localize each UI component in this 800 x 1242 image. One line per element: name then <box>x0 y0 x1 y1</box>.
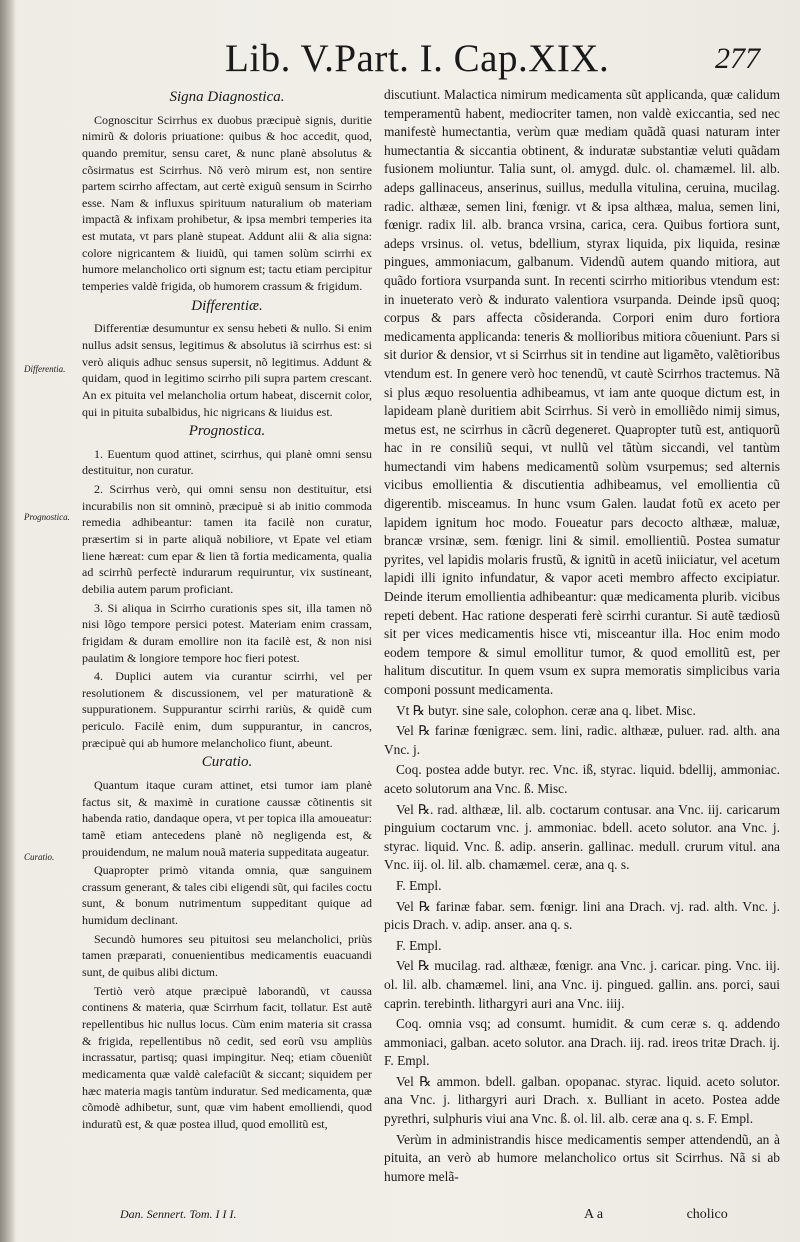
gutter-shadow <box>0 0 16 1242</box>
margin-note-curatio: Curatio. <box>24 852 55 862</box>
paragraph-differentiae: Differentiæ desumuntur ex sensu hebeti & nullo. Si enim nullus adsit sensus, legitimus & absolutus iã scirrhus est: si verò aliquis adhuc sensus supersit, nõ legitimus. Addunt & quidam, quod in legitimo scirrho pili supra partem crescant. An ex pituita vel melancholia ortum habeat, discernit color, qui in pituita subalbidus, hic nigricans & liuidus est. <box>82 321 372 419</box>
paragraph-curatio-2: Quapropter primò vitanda omnia, quæ sanguinem crassum generant, & tales cibi eligendi sũt, qui faciles coctu sunt, & bonum nutrimentum suppeditant quique ad humidum declinant. <box>82 863 372 928</box>
paragraph-prognostica-4: 4. Duplici autem via curantur scirrhi, vel per resolutionem & discussionem, vel per maturationẽ & suppurationem. Suppurantur scirrhi rariùs, & quidẽ cum periculo. Facilè enim, dum suppurantur, in cancros, præcipuè qui ab humore melancholico fiunt, abeunt. <box>82 669 372 750</box>
recipe-4: Vel ℞. rad. althææ, lil. alb. coctarum contusar. ana Vnc. iij. caricarum pinguium coctarum vnc. j. ammoniac. bdell. aceto solutor. ana Vnc. j. styrac. liquid. Vnc. ß. adip. anserin. gallinac. medull. crurum vitul. ana Vnc. iij. ol. lil. alb. chamæmel. ceræ, ana q. s. <box>384 801 780 873</box>
margin-note-prognostica: Prognostica. <box>24 512 70 522</box>
footer-marks <box>584 1207 728 1223</box>
paragraph-malactica: discutiunt. Malactica nimirum medicamenta sũt applicanda, quæ calidum temperamentũ habent, mediocriter tamen, non valdè exiccantia, sed nec manifestè humectantia, verùm quæ mediam quãdã quasi naturam inter humectantia & siccantia obtinent, & induratæ substantiæ veluti quãdam fusionem moliuntur. Talia sunt, ol. amygd. dulc. ol. chamæmel. lil. alb. adeps gallinaceus, anserinus, suillus, medulla vitulina, ceruina, mucilag. radic. althææ, semen lini, fœnigr. vt & ipsa althæa, malua, semen lini, fœnigr. radix lil. alb. branca vrsina, carica, cera. Quibus fortiora sunt, adeps vrsinus. ol. vetus, bdellium, styrax liquida, pix liquida, resinæ pingues, ammoniacum, galbanum. Videndũ autem quando mitiora, aut quãdo fortiora vsurpanda sunt. In recenti scirrho mitioribus vtendum est: in inueterato verò & indurato valentiora vsurpanda. Deinde ipsũ quoq; corpus & pars affecta cõsideranda. Corpori enim duro fortiora medicamenta applicanda: teneris & mollioribus mitiora cõueniunt. Pars si sit durior & densior, vt si Scirrhus sit in tendine aut ligamẽto, valẽtioribus vtendum est. In genere verò hoc tenendũ, vt cautè Scirrhos tractemus. Nã si plus æquo resoluentia adhibeamus, vt iam ante quoque dictum est, in lapideam planè duritiem abit Scirrhus. Si verò in emolliẽdo nimij simus, metus est, ne scirrhus in cãcrũ degeneret. Quapropter tutũ est, antiquorũ hac in re consiliũ sequi, vt nullũ vel tãtùm siccandi, vel tantùm humectandi vim habens medicamentũ solùm vsurpemus; sed alternis vicibus emollientia & discutientia adhibeamus, vel emollientia cũ digerentib. misceamus. In hunc vsum Galen. laudat fotũ ex aceto per lapidem ignitum hoc modo. Foueatur pars decocto althææ, maluæ, brancæ vrsinæ, sem. fœnigr. lini & simil. emollientiũ. Postea sumatur pyrites, vel lapidis molaris frustũ, & ignitũ in acetũ iniiciatur, vel acetum lapidi illi ignito infundatur, & vapor aceti membro affecto excipiatur. Deinde iterum emollientia adhibeantur: quæ medicamenta plurib. vicibus repeti debent. Hac ratione desperati ferè scirrhi curantur. Si autẽ tædiosũ sit per vices medicamentis hisce vti, misceantur illa. Hoc enim modo eodem tempore & simul emollitur tumor, & quod emollitũ est, per halitum discutitur. In quem vsum ex supra memoratis simplicibus varia componi possunt medicamenta. <box>384 87 780 697</box>
heading-prognostica: Prognostica. <box>188 423 266 440</box>
catchword: cholico <box>686 1207 728 1222</box>
recipe-8: Vel ℞ mucilag. rad. althææ, fœnigr. ana Vnc. j. caricar. ping. Vnc. iij. ol. lil. alb. chamæmel. lini, ana Vnc. ij. pingued. gallin. ans. porci, saui caprin. terebinth. lithargyri auri ana Vnc. iiij. <box>384 958 780 1011</box>
recipe-10: Vel ℞ ammon. bdell. galban. opopanac. styrac. liquid. aceto solutor. ana Vnc. j. lithargyri auri Drach. x. Bulliant in aceto. Postea adde pyrethri, sulphuris viui ana Vnc. ß. ol. lil. alb. ceræ ana q. s. F. Empl. <box>384 1073 780 1127</box>
closing-paragraph: Verùm in administrandis hisce medicamentis semper attendendũ, an à pituita, an verò ab humore melancholico ortus sit Scirrhus. Nã si ab humore melã- <box>384 1131 780 1184</box>
margin-note-differentia: Differentia. <box>24 364 66 374</box>
recipe-9: Coq. omnia vsq; ad consumt. humidit. & cum ceræ s. q. addendo ammoniaci, galban. aceto solutor. ana Drach. iij. rad. ireos tritæ Drach. ij. F. Empl. <box>384 1016 780 1069</box>
recipe-5: F. Empl. <box>396 877 442 893</box>
running-head <box>225 36 760 84</box>
page-number: 277 <box>715 42 760 75</box>
signature-mark: A a <box>584 1207 604 1222</box>
recipe-3: Coq. postea adde butyr. rec. Vnc. iß, styrac. liquid. bdellij, ammoniac. aceto solutorum ana Vnc. ß. Misc. <box>384 762 780 796</box>
paragraph-prognostica-1: 1. Euentum quod attinet, scirrhus, qui planè omni sensu destituitur, non curatur. <box>82 446 372 478</box>
paragraph-prognostica-3: 3. Si aliqua in Scirrho curationis spes sit, illa tamen nõ nisi lõgo tempore persici potest. Materiam enim crassam, frigidam & duram emollire non ita facilè est, & non nisi paulatim & longiore tempore hoc fieri potest. <box>82 600 372 665</box>
recipe-6: Vel ℞ farinæ fabar. sem. fœnigr. lini ana Drach. vj. rad. alth. Vnc. j. picis Drach. v. adip. anser. ana q. s. <box>384 898 780 933</box>
recipe-1: Vt ℞ butyr. sine sale, colophon. ceræ ana q. libet. Misc. <box>396 702 696 718</box>
paragraph-curatio-4: Tertiò verò atque præcipuè laborandũ, vt caussa continens & materia, quæ Scirrhum facit, tollatur. Est autẽ repellentibus hic nullus locus. Cùm enim materia sit crassa & frigida, repellentibus nõ cedit, sed eorũ vsu ampliùs incrassatur, partisq; quasi impingitur. Neq; etiam cõueniũt medicamenta quæ valdè calefaciũt & siccant; siquidem per hæc materia magis tantùm induratur. Sed medicamenta, quæ cõmodè adhibetur, sunt, quæ vim habent emolliendi, quod induratũ est, & quæ postea illud, quod emollitũ est, <box>82 983 372 1131</box>
recipe-2: Vel ℞ farinæ fœnigræc. sem. lini, radic. althææ, puluer. rad. alth. ana Vnc. j. <box>384 723 780 757</box>
paragraph-curatio-3: Secundò humores seu pituitosi seu melancholici, priùs tamen præparati, conuenientibus medicamentis euacuandi sunt, de quibus alibi dictum. <box>82 931 372 980</box>
paragraph-signa: Cognoscitur Scirrhus ex duobus præcipuè signis, duritie nimirũ & doloris priuatione: quibus & hoc accedit, quod, quando premitur, sensu caret, & nunc planè absolutus & cõsirmatus est Scirrhus. Nõ verò mirum est, non sentire partem scirrho affectam, aut certè exiguũ sensum in Scirrho esse. Nam & influxus spirituum naturalium ob materiam impactã & infixam prohibetur, & ipsa membri temperies ita est mutata, vt pars planè stupeat. Addunt alii & alia signa: colore nigricantem & liuidũ, qui tamen solùm scirrhi ex humore melancholico orti signum est; tactu etiam percipitur temperies valdè frigida, ob humorem crassum & frigidum. <box>82 112 372 294</box>
heading-curatio: Curatio. <box>201 754 253 771</box>
left-column <box>82 86 372 1134</box>
running-title: Lib. V.Part. I. Cap.XIX. <box>225 37 610 80</box>
signature-line: Dan. Sennert. Tom. I I I. <box>120 1207 237 1221</box>
heading-differentiae: Differentiæ. <box>191 297 263 314</box>
paragraph-prognostica-2: 2. Scirrhus verò, qui omni sensu non destituitur, etsi incurabilis non sit omninò, præcipuè si ab initio commoda remedia adhibeantur: tamen ita facilè non curatur, præsertim si in parte aliquã nobiliore, vt Epate vel etiam liene hæreat: cum epar & lien tã fortia medicamenta, qualia ad scirrhũ perfectè indurarum requiruntur, vix sustineant, debilia autem parum proficiant. <box>82 482 372 596</box>
recipe-7: F. Empl. <box>396 937 442 953</box>
right-column <box>384 86 780 1188</box>
heading-signa: Signa Diagnostica. <box>169 89 285 105</box>
paragraph-curatio-1: Quantum itaque curam attinet, etsi tumor iam planè factus sit, & maximè in curatione caussæ cõtinentis sit habenda ratio, dandaque opera, vt per topica illa amoueatur: tamẽ etiam antecedens planè nõ negligenda est, & prouidendum, ne malum nouã materia suppeditata augeatur. <box>82 777 372 859</box>
